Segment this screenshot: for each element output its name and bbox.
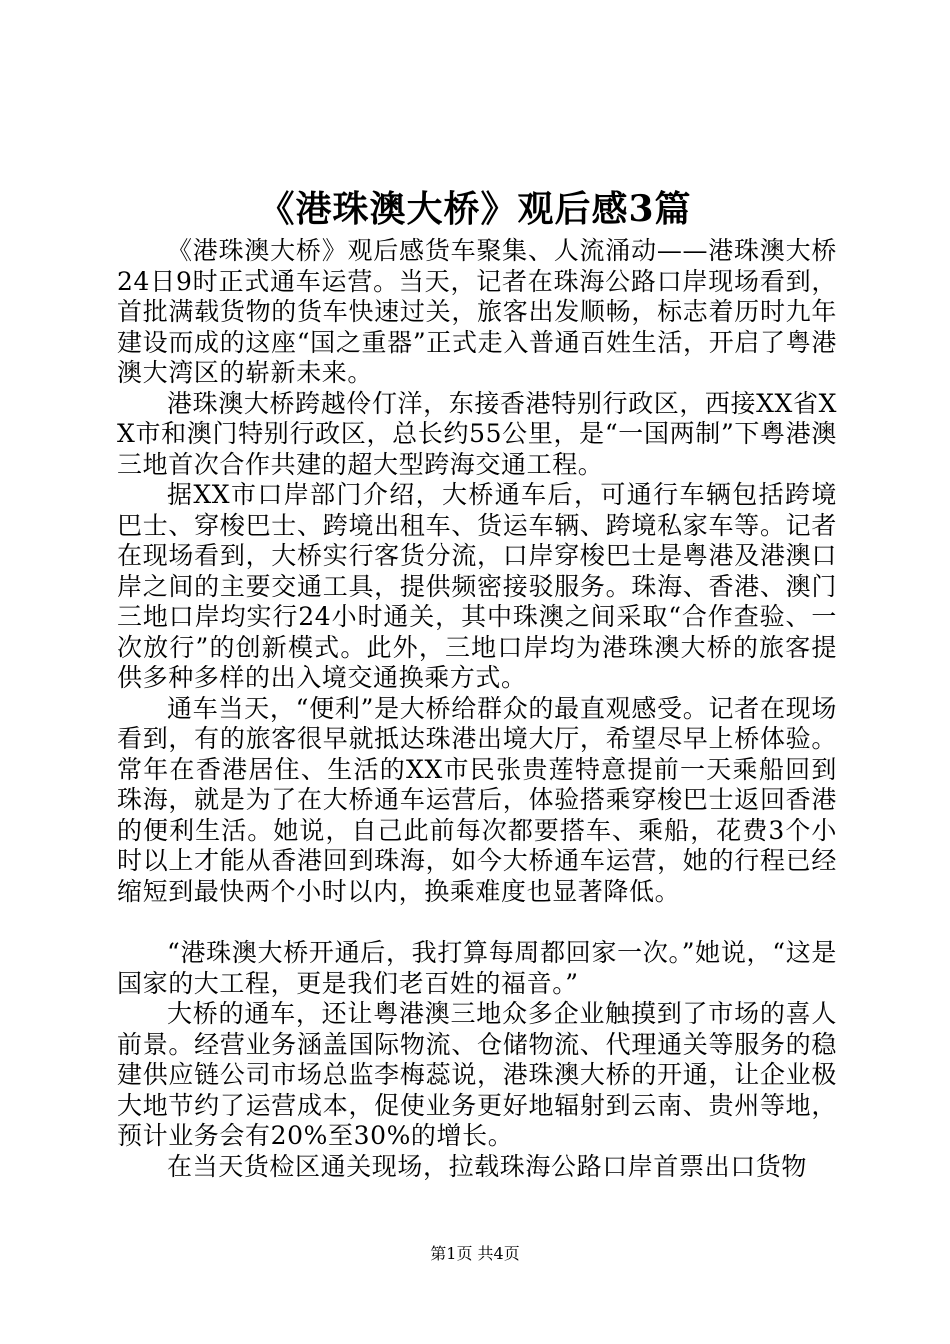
paragraph-6: 大桥的通车，还让粤港澳三地众多企业触摸到了市场的喜人前景。经营业务涵盖国际物流、仓储物流、代理通关等服务的稳建供应链公司市场总监李梅蕊说，港珠澳大桥的开通，让企业极大地节约了运营成本，促使业务更好地辐射到云南、贵州等地，预计业务会有20%至30%的增长。 bbox=[117, 999, 837, 1150]
paragraph-3: 据XX市口岸部门介绍，大桥通车后，可通行车辆包括跨境巴士、穿梭巴士、跨境出租车、货运车辆、跨境私家车等。记者在现场看到，大桥实行客货分流，口岸穿梭巴士是粤港及港澳口岸之间的主要交通工具，提供频密接驳服务。珠海、香港、澳门三地口岸均实行24小时通关，其中珠澳之间采取“合作查验、一次放行”的创新模式。此外，三地口岸均为港珠澳大桥的旅客提供多种多样的出入境交通换乘方式。 bbox=[117, 480, 837, 692]
paragraph-5: “港珠澳大桥开通后，我打算每周都回家一次。”她说，“这是国家的大工程，更是我们老百姓的福音。” bbox=[117, 938, 837, 998]
document-title: 《港珠澳大桥》观后感3篇 bbox=[258, 188, 692, 230]
paragraph-1: 《港珠澳大桥》观后感货车聚集、人流涌动——港珠澳大桥24日9时正式通车运营。当天，记者在珠海公路口岸现场看到，首批满载货物的货车快速过关，旅客出发顺畅，标志着历时九年建设而成的这座“国之重器”正式走入普通百姓生活，开启了粤港澳大湾区的崭新未来。 bbox=[117, 236, 837, 387]
paragraph-4: 通车当天，“便利”是大桥给群众的最直观感受。记者在现场看到，有的旅客很早就抵达珠港出境大厅，希望尽早上桥体验。常年在香港居住、生活的XX市民张贵莲特意提前一天乘船回到珠海，就是为了在大桥通车运营后，体验搭乘穿梭巴士返回香港的便利生活。她说，自己此前每次都要搭车、乘船，花费3个小时以上才能从香港回到珠海，如今大桥通车运营，她的行程已经缩短到最快两个小时以内，换乘难度也显著降低。 bbox=[117, 693, 837, 906]
page-footer: 第1页 共4页 bbox=[430, 1244, 520, 1263]
document-body bbox=[117, 236, 837, 1182]
paragraph-2: 港珠澳大桥跨越伶仃洋，东接香港特别行政区，西接XX省XX市和澳门特别行政区，总长约55公里，是“一国两制”下粤港澳三地首次合作共建的超大型跨海交通工程。 bbox=[117, 388, 837, 479]
paragraph-7: 在当天货检区通关现场，拉载珠海公路口岸首票出口货物 bbox=[167, 1151, 808, 1181]
